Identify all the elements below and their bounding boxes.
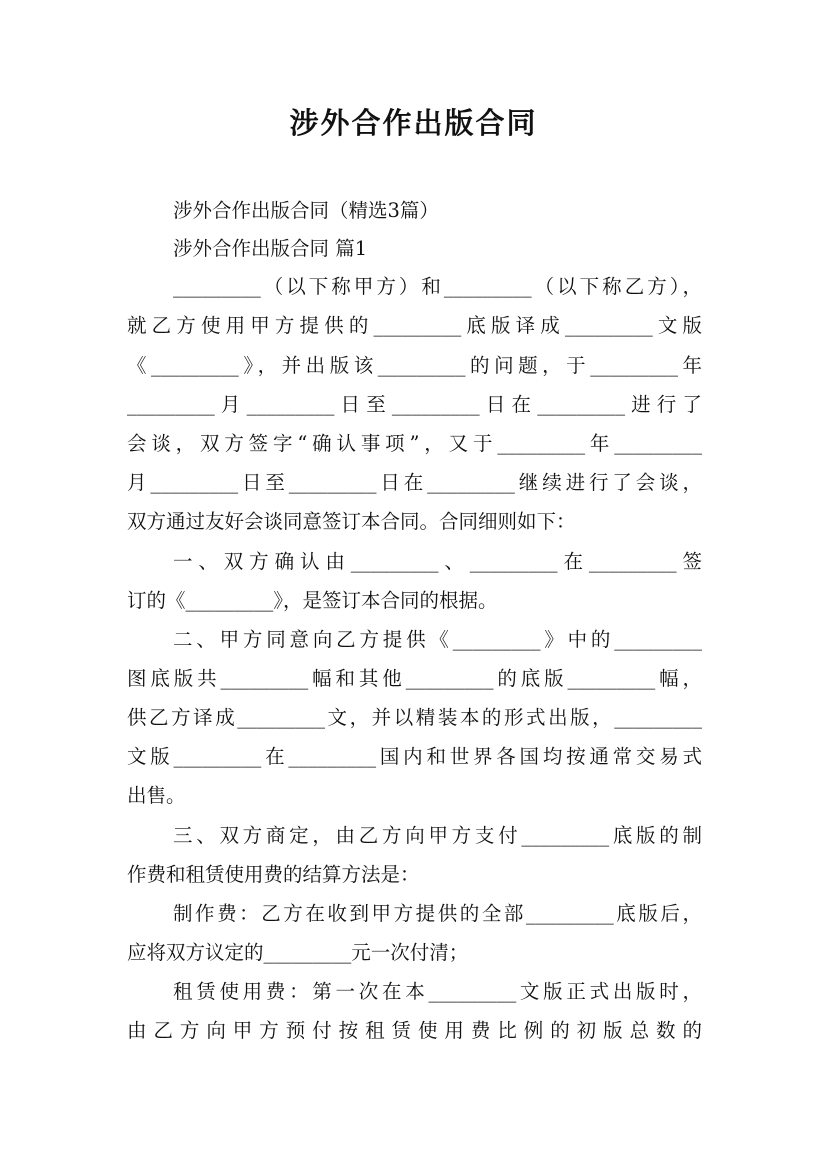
subtitle-line: 涉外合作出版合同（精选3篇） <box>173 199 439 222</box>
clause-line: 订的《_________》，是签订本合同的根据。 <box>127 589 498 612</box>
clause-line: 三、双方商定，由乙方向甲方支付_________底版的制 <box>173 824 702 847</box>
clause-line: 图底版共_________幅和其他_________的底版_________幅， <box>127 667 702 690</box>
clause-line: 由乙方向甲方预付按租赁使用费比例的初版总数的 <box>127 1019 702 1042</box>
clause-line: 供乙方译成_________文，并以精装本的形式出版，_________ <box>127 706 702 729</box>
clause-line: 作费和租赁使用费的结算方法是： <box>127 863 420 886</box>
clause-line: 文版_________在_________国内和世界各国均按通常交易式 <box>127 745 702 768</box>
document-title: 涉外合作出版合同 <box>289 106 538 140</box>
paragraph-line: _________（以下称甲方）和_________（以下称乙方）， <box>173 275 702 298</box>
paragraph-line: 双方通过友好会谈同意签订本合同。合同细则如下： <box>127 510 576 533</box>
clause-line: 一、双方确认由_________、_________在_________签 <box>173 550 702 573</box>
clause-line: 制作费：乙方在收到甲方提供的全部_________底版后， <box>173 902 702 925</box>
clause-line: 应将双方议定的_________元一次付清； <box>127 941 469 964</box>
paragraph-line: 就乙方使用甲方提供的_________底版译成_________文版 <box>127 314 702 337</box>
paragraph-line: _________月_________日至_________日在_________进行了 <box>127 393 702 416</box>
paragraph-line: 会谈，双方签字“确认事项”，又于_________年_________ <box>127 432 702 455</box>
clause-line: 出售。 <box>127 784 186 807</box>
clause-line: 租赁使用费：第一次在本_________文版正式出版时， <box>173 980 702 1003</box>
section-heading: 涉外合作出版合同 篇1 <box>173 237 368 260</box>
clause-line: 二、甲方同意向乙方提供《_________》中的_________ <box>173 628 702 651</box>
paragraph-line: 《_________》，并出版该_________的问题，于_________年 <box>127 354 702 377</box>
paragraph-line: 月_________日至_________日在_________继续进行了会谈， <box>127 471 702 494</box>
